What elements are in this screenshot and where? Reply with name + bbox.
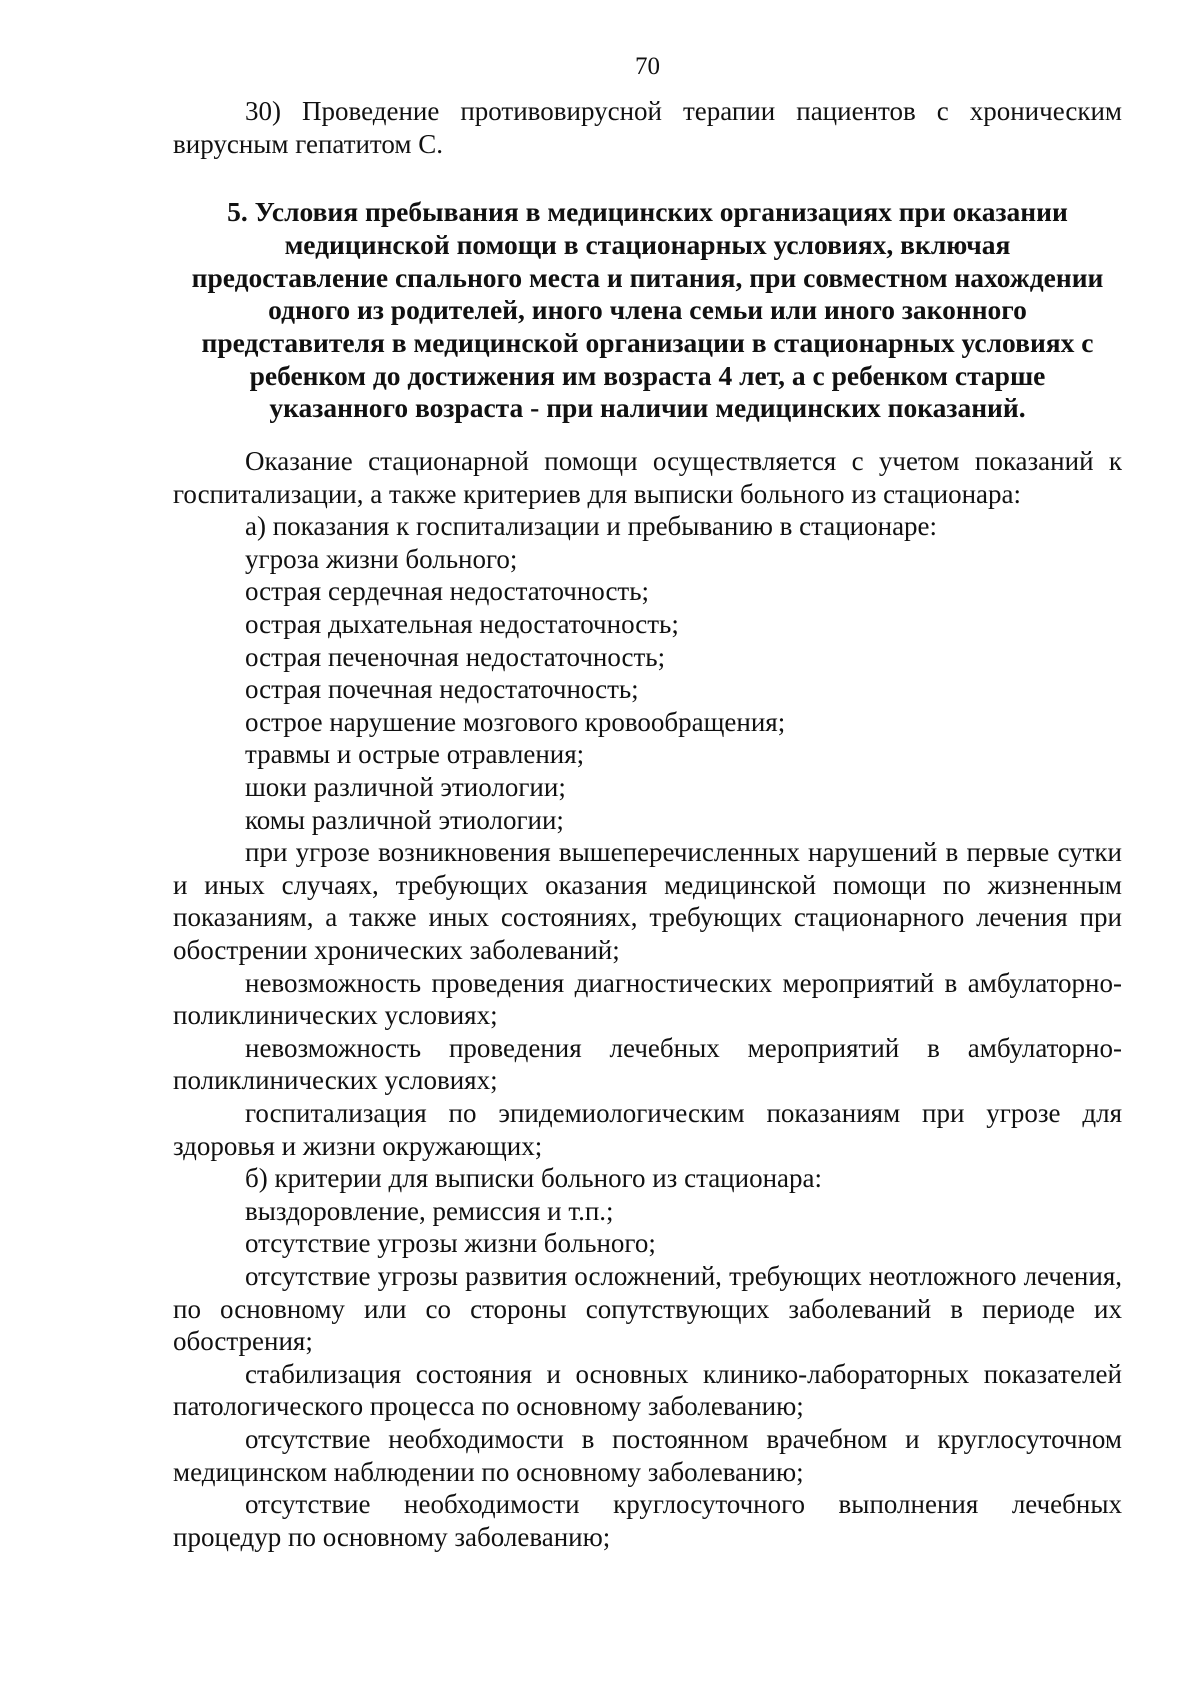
heading-line: предоставление спального места и питания, при совместном нахождении (191, 261, 1104, 293)
body-paragraph: невозможность проведения лечебных мероприятий в амбулаторно-поликлинических условиях; (173, 1032, 1122, 1096)
list-item: острая дыхательная недостаточность; (245, 609, 679, 640)
body-paragraph: стабилизация состояния и основных клинико-лабораторных показателей патологического процесса по основному заболеванию; (173, 1358, 1122, 1422)
body-paragraph: отсутствие необходимости круглосуточного выполнения лечебных процедур по основному заболеванию; (173, 1489, 1122, 1552)
body-paragraph: Оказание стационарной помощи осуществляется с учетом показаний к госпитализации, а также критериев для выписки больного из стационара: (173, 446, 1122, 509)
intro-paragraph: 30) Проведение противовирусной терапии пациентов с хроническим вирусным гепатитом С. (173, 96, 1122, 159)
list-item: острая сердечная недостаточность; (245, 576, 650, 607)
heading-line: медицинской помощи в стационарных условиях, включая (284, 228, 1011, 260)
heading-line: представителя в медицинской организации в стационарных условиях с (201, 327, 1094, 358)
list-item: угроза жизни больного; (245, 543, 518, 574)
list-item: травмы и острые отравления; (245, 739, 585, 770)
list-item: острое нарушение мозгового кровообращения; (245, 706, 786, 737)
heading-line: ребенком до достижения им возраста 4 лет, а с ребенком старше (249, 359, 1046, 391)
body-paragraph: госпитализация по эпидемиологическим показаниям при угрозе для здоровья и жизни окружающих; (173, 1097, 1122, 1161)
section-heading (173, 196, 1122, 425)
document-page (173, 50, 1122, 1553)
body-paragraph: отсутствие угрозы развития осложнений, требующих неотложного лечения, по основному или со стороны сопутствующих заболеваний в периоде их обострения; (173, 1260, 1122, 1357)
subsection-b-title: б) критерии для выписки больного из стационара: (245, 1163, 822, 1194)
list-item: шоки различной этиологии; (245, 772, 566, 803)
heading-line: одного из родителей, иного члена семьи или иного законного (268, 294, 1027, 326)
list-item: острая почечная недостаточность; (245, 674, 639, 705)
section-body (173, 445, 1122, 1553)
heading-line: 5. Условия пребывания в медицинских организациях при оказании (227, 196, 1068, 228)
body-paragraph: невозможность проведения диагностических мероприятий в амбулаторно-поликлинических условиях; (173, 967, 1122, 1031)
subsection-a-title: а) показания к госпитализации и пребыванию в стационаре: (245, 511, 938, 542)
list-item: комы различной этиологии; (245, 804, 564, 835)
body-paragraph: при угрозе возникновения вышеперечисленных нарушений в первые сутки и иных случаях, требующих оказания медицинской помощи по жизненным показаниям, а также иных состояниях, требующих стационарного лечения при обострении хронических заболеваний; (173, 837, 1122, 966)
list-item: отсутствие угрозы жизни больного; (245, 1228, 656, 1259)
list-item: острая печеночная недостаточность; (245, 641, 666, 672)
page-number: 70 (635, 53, 660, 80)
list-item: выздоровление, ремиссия и т.п.; (245, 1195, 614, 1226)
body-paragraph: отсутствие необходимости в постоянном врачебном и круглосуточном медицинском наблюдении по основному заболеванию; (173, 1423, 1122, 1487)
heading-line: указанного возраста - при наличии медицинских показаний. (269, 392, 1026, 424)
